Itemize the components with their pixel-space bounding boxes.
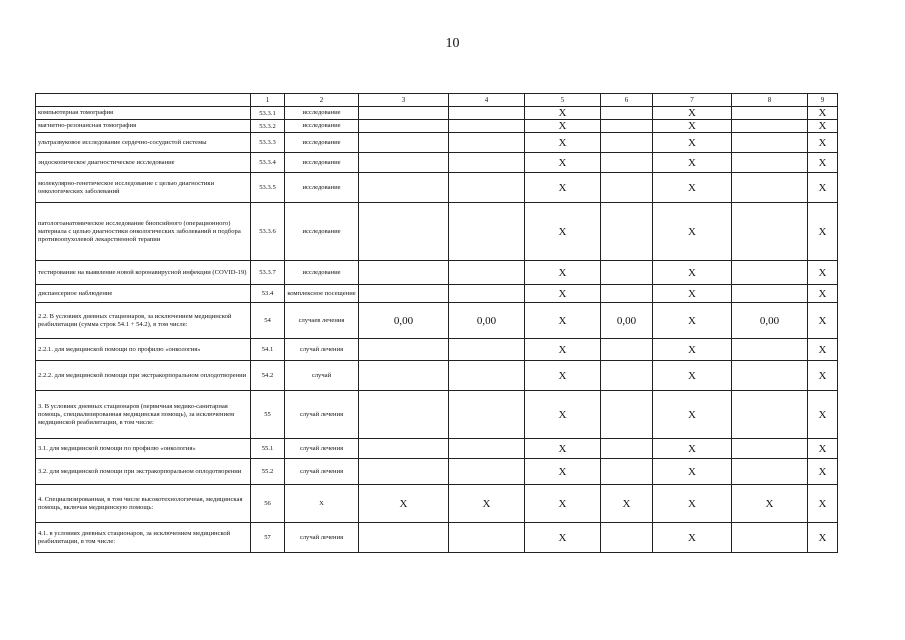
row-unit: случай лечения: [285, 339, 359, 361]
cell-value: [359, 285, 449, 303]
column-header: 6: [601, 94, 653, 107]
cell-value: [732, 203, 808, 261]
row-name: 4.1. в условиях дневных стационаров, за исключением медицинской реабилитации, в том числе:: [36, 523, 251, 553]
cell-value: [359, 459, 449, 485]
cell-value: [449, 339, 525, 361]
column-header: 5: [525, 94, 601, 107]
row-name: 3. В условиях дневных стационаров (первичная медико-санитарная помощь, специализированная медицинская помощь), за исключением медицинской реабилитации, в том числе:: [36, 391, 251, 439]
table-row: [36, 361, 838, 391]
cell-value: [449, 285, 525, 303]
row-name: диспансерное наблюдение: [36, 285, 251, 303]
cell-value: X: [808, 107, 838, 120]
cell-value: [601, 439, 653, 459]
cell-value: [601, 153, 653, 173]
table-body: [36, 107, 838, 553]
row-unit: исследование: [285, 203, 359, 261]
cell-value: [601, 173, 653, 203]
cell-value: X: [808, 120, 838, 133]
row-code: 53.3.6: [251, 203, 285, 261]
row-code: 53.4: [251, 285, 285, 303]
cell-value: X: [525, 107, 601, 120]
row-name: патологоанатомическое исследование биопсийного (операционного) материала с целью диагностики онкологических заболеваний и подбора противоопухолевой лекарственной терапии: [36, 203, 251, 261]
cell-value: [732, 153, 808, 173]
table-row: [36, 391, 838, 439]
cell-value: X: [808, 133, 838, 153]
column-header: 7: [653, 94, 732, 107]
report-table: [35, 93, 838, 553]
table-row: [36, 285, 838, 303]
cell-value: X: [653, 459, 732, 485]
cell-value: X: [808, 339, 838, 361]
cell-value: X: [525, 261, 601, 285]
cell-value: [449, 120, 525, 133]
cell-value: X: [732, 485, 808, 523]
column-header: 9: [808, 94, 838, 107]
cell-value: [449, 261, 525, 285]
cell-value: X: [525, 303, 601, 339]
cell-value: [601, 261, 653, 285]
cell-value: [732, 173, 808, 203]
cell-value: [449, 459, 525, 485]
row-code: 53.3.2: [251, 120, 285, 133]
cell-value: X: [653, 173, 732, 203]
cell-value: X: [808, 173, 838, 203]
column-header: 3: [359, 94, 449, 107]
cell-value: X: [525, 391, 601, 439]
cell-value: [601, 523, 653, 553]
cell-value: [359, 153, 449, 173]
row-unit: исследование: [285, 133, 359, 153]
cell-value: [359, 107, 449, 120]
table-row: [36, 173, 838, 203]
row-code: 53.3.5: [251, 173, 285, 203]
cell-value: [732, 261, 808, 285]
row-code: 53.3.7: [251, 261, 285, 285]
cell-value: [732, 120, 808, 133]
cell-value: 0,00: [601, 303, 653, 339]
cell-value: [601, 361, 653, 391]
row-code: 56: [251, 485, 285, 523]
cell-value: [449, 173, 525, 203]
column-number-row: [36, 94, 838, 107]
table-row: [36, 261, 838, 285]
row-unit: исследование: [285, 107, 359, 120]
cell-value: [732, 339, 808, 361]
cell-value: X: [653, 261, 732, 285]
cell-value: X: [653, 133, 732, 153]
column-header: 4: [449, 94, 525, 107]
cell-value: X: [525, 485, 601, 523]
column-header: [36, 94, 251, 107]
cell-value: 0,00: [359, 303, 449, 339]
column-header: 8: [732, 94, 808, 107]
row-code: 53.3.1: [251, 107, 285, 120]
cell-value: X: [525, 285, 601, 303]
row-unit: исследование: [285, 153, 359, 173]
cell-value: [359, 203, 449, 261]
cell-value: X: [653, 485, 732, 523]
row-unit: случай лечения: [285, 459, 359, 485]
table-row: [36, 153, 838, 173]
cell-value: X: [525, 153, 601, 173]
row-unit: X: [285, 485, 359, 523]
cell-value: X: [808, 153, 838, 173]
cell-value: [601, 107, 653, 120]
cell-value: X: [525, 120, 601, 133]
cell-value: X: [525, 203, 601, 261]
cell-value: [359, 339, 449, 361]
cell-value: [449, 391, 525, 439]
cell-value: [732, 107, 808, 120]
row-name: 3.2. для медицинской помощи при экстракорпоральном оплодотворении: [36, 459, 251, 485]
table-row: [36, 339, 838, 361]
cell-value: X: [653, 153, 732, 173]
row-name: эндоскопическое диагностическое исследование: [36, 153, 251, 173]
cell-value: [359, 361, 449, 391]
cell-value: [449, 523, 525, 553]
table-row: [36, 303, 838, 339]
cell-value: [449, 439, 525, 459]
cell-value: X: [653, 391, 732, 439]
row-unit: случай лечения: [285, 523, 359, 553]
cell-value: X: [808, 303, 838, 339]
cell-value: X: [525, 133, 601, 153]
table-row: [36, 203, 838, 261]
row-name: молекулярно-генетическое исследование с целью диагностики онкологических заболеваний: [36, 173, 251, 203]
row-code: 54.2: [251, 361, 285, 391]
cell-value: [601, 391, 653, 439]
cell-value: [601, 339, 653, 361]
column-header: 1: [251, 94, 285, 107]
row-name: 4. Специализированная, в том числе высокотехнологичная, медицинская помощь, включая медицинскую помощь:: [36, 485, 251, 523]
cell-value: X: [525, 339, 601, 361]
column-header: 2: [285, 94, 359, 107]
row-name: 2.2.2. для медицинской помощи при экстракорпоральном оплодотворении: [36, 361, 251, 391]
row-name: 2.2.1. для медицинской помощи по профилю «онкология»: [36, 339, 251, 361]
cell-value: X: [653, 203, 732, 261]
cell-value: X: [525, 459, 601, 485]
cell-value: 0,00: [449, 303, 525, 339]
cell-value: [732, 285, 808, 303]
cell-value: X: [808, 439, 838, 459]
cell-value: [732, 133, 808, 153]
cell-value: X: [653, 439, 732, 459]
table-row: [36, 485, 838, 523]
row-unit: исследование: [285, 173, 359, 203]
cell-value: [359, 133, 449, 153]
cell-value: [732, 459, 808, 485]
row-name: магнитно-резонансная томография: [36, 120, 251, 133]
row-unit: случай лечения: [285, 439, 359, 459]
cell-value: X: [808, 459, 838, 485]
cell-value: X: [808, 203, 838, 261]
cell-value: [601, 203, 653, 261]
cell-value: X: [525, 173, 601, 203]
row-code: 54.1: [251, 339, 285, 361]
cell-value: [449, 203, 525, 261]
cell-value: [359, 173, 449, 203]
cell-value: X: [808, 285, 838, 303]
cell-value: X: [601, 485, 653, 523]
cell-value: X: [653, 361, 732, 391]
row-unit: исследование: [285, 261, 359, 285]
cell-value: [449, 361, 525, 391]
cell-value: [732, 523, 808, 553]
cell-value: [359, 439, 449, 459]
cell-value: X: [808, 361, 838, 391]
table-row: [36, 120, 838, 133]
cell-value: [449, 153, 525, 173]
cell-value: X: [359, 485, 449, 523]
table-row: [36, 523, 838, 553]
row-unit: исследование: [285, 120, 359, 133]
cell-value: X: [653, 523, 732, 553]
cell-value: X: [808, 485, 838, 523]
cell-value: X: [525, 361, 601, 391]
row-name: ультразвуковое исследование сердечно-сосудистой системы: [36, 133, 251, 153]
cell-value: [601, 285, 653, 303]
row-name: тестирование на выявление новой коронавирусной инфекции (COVID-19): [36, 261, 251, 285]
cell-value: [359, 523, 449, 553]
cell-value: X: [449, 485, 525, 523]
table-row: [36, 439, 838, 459]
cell-value: X: [653, 285, 732, 303]
cell-value: X: [808, 523, 838, 553]
row-name: 2.2. В условиях дневных стационаров, за исключением медицинской реабилитации (сумма строк 54.1 + 54.2), в том числе:: [36, 303, 251, 339]
cell-value: X: [653, 120, 732, 133]
cell-value: [601, 133, 653, 153]
cell-value: [601, 120, 653, 133]
table-row: [36, 133, 838, 153]
row-code: 53.3.4: [251, 153, 285, 173]
cell-value: [359, 391, 449, 439]
page-number: 10: [445, 36, 460, 51]
cell-value: [601, 459, 653, 485]
table-row: [36, 459, 838, 485]
row-code: 54: [251, 303, 285, 339]
cell-value: [732, 439, 808, 459]
row-unit: случаев лечения: [285, 303, 359, 339]
cell-value: [449, 133, 525, 153]
row-code: 55.1: [251, 439, 285, 459]
cell-value: [449, 107, 525, 120]
row-code: 57: [251, 523, 285, 553]
cell-value: [359, 120, 449, 133]
row-name: 3.1. для медицинской помощи по профилю «онкология»: [36, 439, 251, 459]
row-code: 55.2: [251, 459, 285, 485]
cell-value: X: [653, 339, 732, 361]
cell-value: X: [653, 303, 732, 339]
cell-value: [732, 361, 808, 391]
cell-value: X: [808, 261, 838, 285]
row-name: компьютерная томография: [36, 107, 251, 120]
cell-value: [732, 391, 808, 439]
cell-value: X: [525, 439, 601, 459]
cell-value: [359, 261, 449, 285]
row-unit: случай: [285, 361, 359, 391]
cell-value: X: [525, 523, 601, 553]
row-code: 53.3.3: [251, 133, 285, 153]
row-unit: случай лечения: [285, 391, 359, 439]
cell-value: X: [653, 107, 732, 120]
cell-value: 0,00: [732, 303, 808, 339]
row-unit: комплексное посещение: [285, 285, 359, 303]
cell-value: X: [808, 391, 838, 439]
table-row: [36, 107, 838, 120]
row-code: 55: [251, 391, 285, 439]
